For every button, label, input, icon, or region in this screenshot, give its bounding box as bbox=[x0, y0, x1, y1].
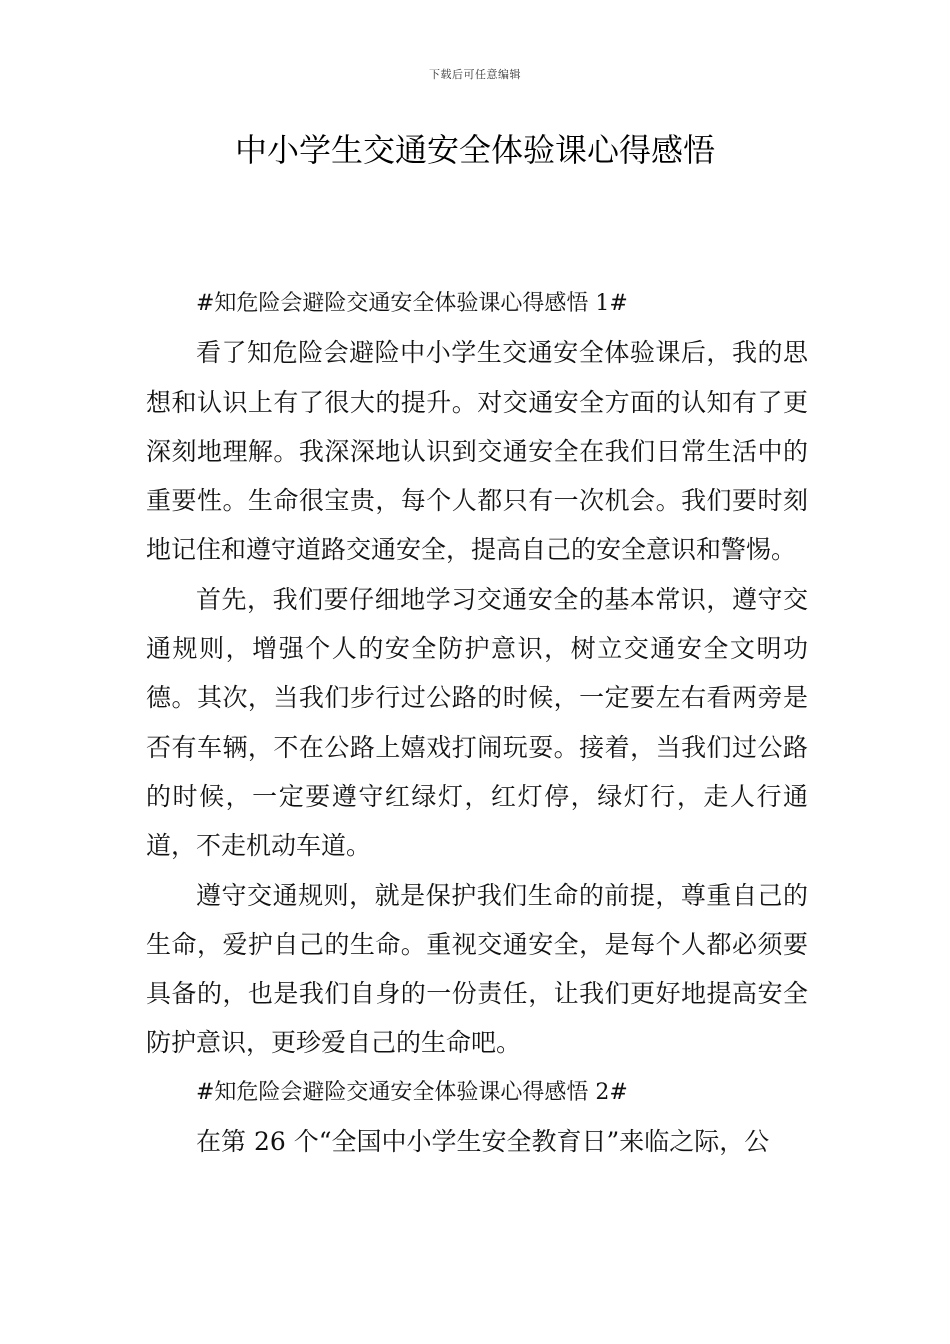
section-heading-1: #知危险会避险交通安全体验课心得感悟 1# bbox=[196, 291, 628, 316]
paragraph-2: 首先，我们要仔细地学习交通安全的基本常识，遵守交通规则，增强个人的安全防护意识，树立交通安全文明功德。其次，当我们步行过公路的时候，一定要左右看两旁是否有车辆，不在公路上嬉戏打闹玩耍。接着，当我们过公路的时候，一定要遵守红绿灯，红灯停，绿灯行，走人行通道，不走机动车道。 bbox=[146, 584, 808, 861]
document-title: 中小学生交通安全体验课心得感悟 bbox=[234, 131, 715, 169]
document-body bbox=[146, 279, 808, 1166]
paragraph-1: 看了知危险会避险中小学生交通安全体验课后，我的思想和认识上有了很大的提升。对交通安全方面的认知有了更深刻地理解。我深深地认识到交通安全在我们日常生活中的重要性。生命很宝贵，每个人都只有一次机会。我们要时刻地记住和遵守道路交通安全，提高自己的安全意识和警惕。 bbox=[146, 338, 808, 565]
paragraph-4: 在第 26 个“全国中小学生安全教育日”来临之际，公 bbox=[196, 1127, 770, 1157]
paragraph-3: 遵守交通规则，就是保护我们生命的前提，尊重自己的生命，爱护自己的生命。重视交通安全，是每个人都必须要具备的，也是我们自身的一份责任，让我们更好地提高安全防护意识，更珍爱自己的生命吧。 bbox=[146, 880, 808, 1058]
header-note: 下载后可任意编辑 bbox=[429, 68, 521, 81]
section-heading-2: #知危险会避险交通安全体验课心得感悟 2# bbox=[196, 1079, 628, 1105]
